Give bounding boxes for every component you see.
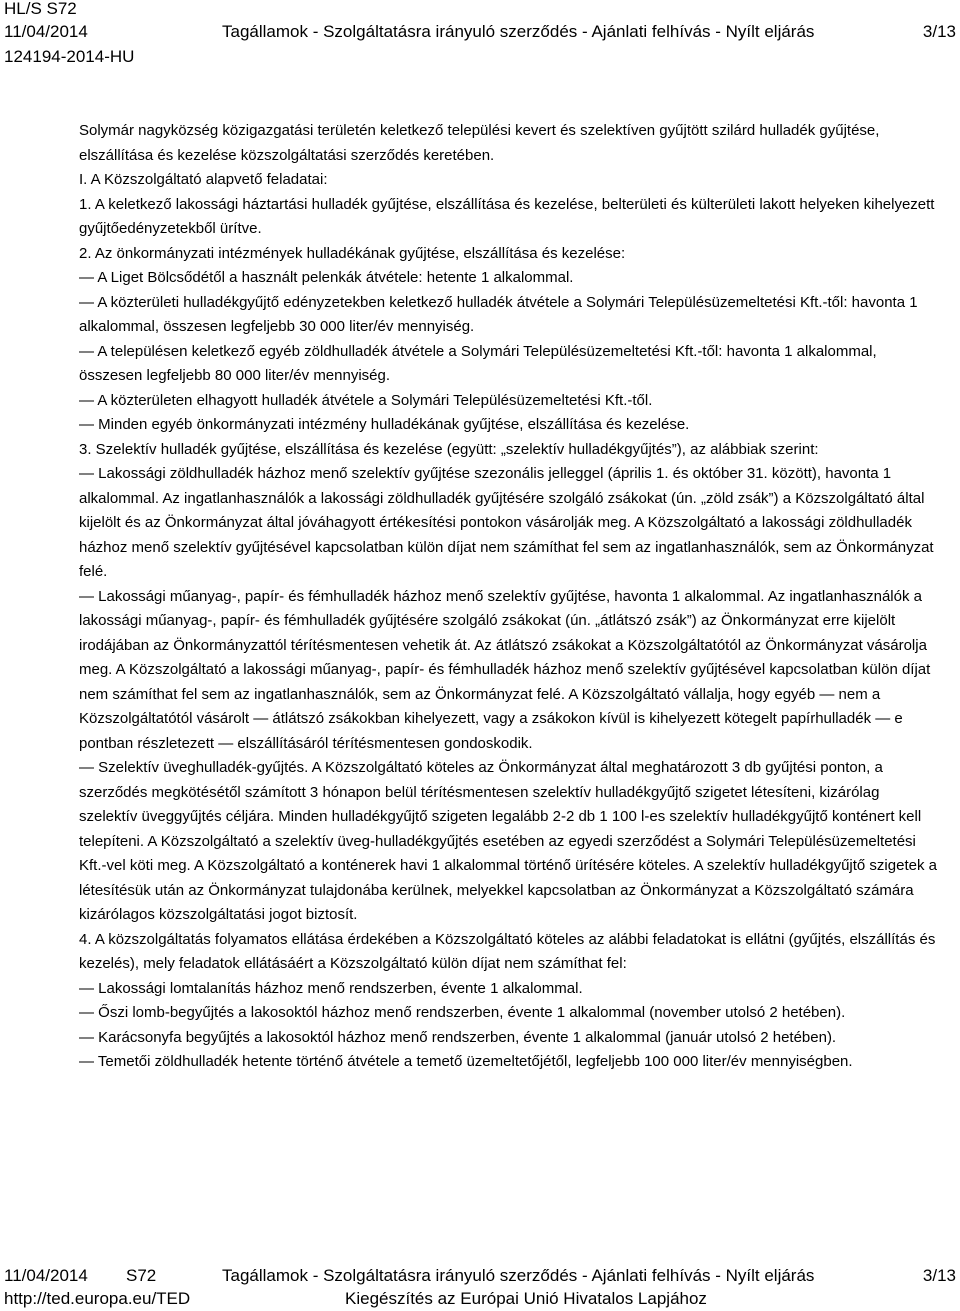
numbered-item: 1. A keletkező lakossági háztartási hulladék gyűjtése, elszállítása és kezelése, belterületi és külterületi lakott helyeken kihelyezett gyűjtőedényzetekből ürítve.	[79, 195, 935, 237]
document-body	[79, 119, 941, 1075]
dash-item: — A településen keletkező egyéb zöldhulladék átvétele a Solymári Településüzemeltetési Kft.-től: havonta 1 alkalommal, összesen legfeljebb 80 000 liter/év mennyiség.	[79, 342, 877, 384]
dash-item: — A közterületen elhagyott hulladék átvétele a Solymári Településüzemeltetési Kft.-től.	[79, 391, 653, 409]
footer-url-link[interactable]: http://ted.europa.eu/TED	[4, 1289, 191, 1308]
header-title: Tagállamok - Szolgáltatásra irányuló szerződés - Ajánlati felhívás - Nyílt eljárás	[222, 22, 815, 41]
dash-item: — A Liget Bölcsődétől a használt pelenkák átvétele: hetente 1 alkalommal.	[79, 269, 574, 286]
section-heading: I. A Közszolgáltató alapvető feladatai:	[79, 171, 328, 188]
header-date: 11/04/2014	[4, 22, 88, 41]
footer-code: S72	[126, 1266, 157, 1285]
dash-item: — Őszi lomb-begyűjtés a lakosoktól házhoz menő rendszerben, évente 1 alkalommal (november utolsó 2 hetében).	[79, 1004, 846, 1021]
dash-item: — Karácsonyfa begyűjtés a lakosoktól házhoz menő rendszerben, évente 1 alkalommal (január utolsó 2 hetében).	[79, 1028, 837, 1046]
footer-title: Tagállamok - Szolgáltatásra irányuló szerződés - Ajánlati felhívás - Nyílt eljárás	[222, 1266, 815, 1285]
dash-item: — Minden egyéb önkormányzati intézmény hulladékának gyűjtése, elszállítása és kezelése.	[79, 416, 690, 433]
dash-item: — Lakossági lomtalanítás házhoz menő rendszerben, évente 1 alkalommal.	[79, 979, 583, 997]
header-page-number: 3/13	[922, 22, 956, 41]
dash-item: — Szelektív üveghulladék-gyűjtés. A Közszolgáltató köteles az Önkormányzat által meghatározott 3 db gyűjtési ponton, a szerződés megkötésétől számított 3 hónapon belül térítésmentesen szelektív hulladékgyűjtő szigetet létesíteni, kizárólag szelektív üveggyűjtés céljára. Minden hulladékgyűjtő szigeten legalább 2-2 db 1 100 l-es szelektív hulladékgyűjtő konténert kell telepíteni. A Közszolgáltató a szelektív üveg-hulladékgyűjtés esetében az egyedi szerződést a Solymári Településüzemeltetési Kft.-vel köti meg. A Közszolgáltató a konténerek havi 1 alkalommal történő ürítésére köteles. A szelektív hulladékgyűjtő szigetek a létesítésük után az Önkormányzat tulajdonába kerülnek, melyekkel kapcsolatban az Önkormányzat a Közszolgáltató számára kizárólagos közszolgáltatási jogot biztosít.	[79, 759, 937, 923]
dash-item: — A közterületi hulladékgyűjtő edényzetekben keletkező hulladék átvétele a Solymári Településüzemeltetési Kft.-től: havonta 1 alkalommal, összesen legfeljebb 30 000 liter/év mennyiség.	[79, 293, 918, 335]
header-notice-id: 124194-2014-HU	[4, 47, 135, 66]
intro-paragraph: Solymár nagyközség közigazgatási területén keletkező települési kevert és szelektíven gyűjtött szilárd hulladék gyűjtése, elszállítása és kezelése közszolgáltatási szerződés keretében.	[79, 122, 880, 164]
dash-item: — Temetői zöldhulladék hetente történő átvétele a temető üzemeltetőjétől, legfeljebb 100 000 liter/év mennyiségben.	[79, 1053, 853, 1070]
dash-item: — Lakossági műanyag-, papír- és fémhulladék házhoz menő szelektív gyűjtése, havonta 1 alkalommal. Az ingatlanhasználók a lakossági műanyag-, papír- és fémhulladék gyűjtésére szolgáló zsákokat (ún. „átlátszó zsák”) az Önkormányzat erre kijelölt irodájában az Önkormányzattól térítésmentesen vehetik át. Az átlátszó zsákokat a Közszolgáltatótól az Önkormányzat vásárolja meg. A Közszolgáltató a lakossági műanyag-, papír- és fémhulladék házhoz menő szelektív gyűjtésével kapcsolatban külön díjat nem számíthat fel sem az ingatlanhasználók, sem az Önkormányzat felé. A Közszolgáltató vállalja, hogy egyéb — nem a Közszolgáltatótól vásárolt — átlátszó zsákokban kihelyezett, vagy a zsákokon kívül is kihelyezett kötegelt papírhulladék — e pontban részletezett — elszállításáról térítésmentesen gondoskodik.	[79, 587, 931, 752]
numbered-item: 4. A közszolgáltatás folyamatos ellátása érdekében a Közszolgáltató köteles az alábbi feladatokat is ellátni (gyűjtés, elszállítás és kezelés), mely feladatok ellátásáért a Közszolgáltató külön díjat nem számíthat fel:	[79, 930, 936, 972]
page-header	[4, 0, 956, 72]
footer-page-number: 3/13	[922, 1266, 956, 1285]
header-doc-code: HL/S S72	[4, 0, 77, 18]
footer-date: 11/04/2014	[4, 1266, 88, 1285]
numbered-item: 2. Az önkormányzati intézmények hulladékának gyűjtése, elszállítása és kezelése:	[79, 244, 626, 262]
numbered-item: 3. Szelektív hulladék gyűjtése, elszállítása és kezelése (együtt: „szelektív hulladékgyűjtés”), az alábbiak szerint:	[79, 440, 819, 458]
footer-publication: Kiegészítés az Európai Unió Hivatalos Lapjához	[345, 1289, 707, 1308]
header-row	[4, 20, 956, 43]
dash-item: — Lakossági zöldhulladék házhoz menő szelektív gyűjtése szezonális jelleggel (április 1. és október 31. között), havonta 1 alkalommal. Az ingatlanhasználók a lakossági zöldhulladék gyűjtésére szolgáló zsákokat (ún. „zöld zsák”) a Közszolgáltató által kijelölt és az Önkormányzat által jóváhagyott értékesítési pontokon vásárolják meg. A Közszolgáltató a lakossági zöldhulladék házhoz menő szelektív gyűjtésével kapcsolatban külön díjat nem számíthat fel sem az ingatlanhasználók, sem az Önkormányzat felé.	[79, 465, 934, 580]
page-footer	[4, 1264, 956, 1311]
